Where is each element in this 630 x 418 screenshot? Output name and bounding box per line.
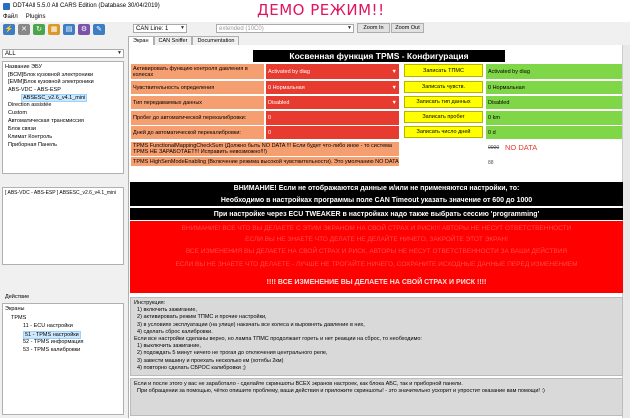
instruction-line: 3) завести машину и проехать несколько км (хотябы 2км) bbox=[134, 357, 284, 364]
instruction-line: 2) подождать 5 минут ничего не трогая до отключения центрального реле, bbox=[134, 350, 328, 357]
ecu-path[interactable]: [ ABS-VDC - ABS-ESP ] ABSESC_v2.6_v4.1_mini bbox=[5, 190, 117, 196]
high-sens-value: 88 bbox=[488, 159, 494, 166]
write-sensitivity-button[interactable]: Записать чувств. bbox=[404, 81, 483, 93]
red-warning-line: ВСЕ ИЗМЕНЕНИЯ ВЫ ДЕЛАЕТЕ НА СВОЙ СТРАХ И РИСК, АВТОРЫ НЕ НЕСУТ ОТВЕТСТВЕННОСТИ ЗА ВАШИ ДЕЙСТВИЯ bbox=[185, 248, 568, 255]
tree-item[interactable]: Direction assistée bbox=[8, 102, 52, 108]
chevron-down-icon: ▼ bbox=[180, 25, 185, 31]
red-warning-block bbox=[130, 221, 623, 293]
instruction-line: 1) включить зажигание, bbox=[134, 307, 197, 314]
ecu-filter-select[interactable] bbox=[2, 49, 124, 58]
help-footer-box bbox=[130, 378, 623, 416]
ecu-tree-panel bbox=[2, 61, 124, 174]
chevron-down-icon: ▼ bbox=[347, 25, 352, 31]
red-warning-line: ЕСЛИ ВЫ НЕ ЗНАЕТЕ ЧТО ДЕЛАТЕ НЕ ДЕЛАЙТЕ НИЧЕГО, ЗАКРОЙТЕ ЭТОТ ЭКРАН! bbox=[245, 236, 508, 243]
screen-item[interactable]: 52 - TPMS информация bbox=[23, 339, 84, 345]
menu-file[interactable]: Файл bbox=[3, 14, 18, 20]
settings-icon[interactable]: ⚙ bbox=[78, 24, 90, 35]
chevron-down-icon: ▼ bbox=[391, 99, 397, 106]
disconnect-icon[interactable]: ✕ bbox=[18, 24, 30, 35]
status-value: Disabled bbox=[486, 96, 622, 109]
screen-item-selected[interactable]: 51 - TPMS настройки bbox=[25, 332, 79, 338]
can-line-value: CAN Line: 1 bbox=[136, 25, 169, 32]
instruction-line: 4) сделать сброс калибровки. bbox=[134, 328, 213, 335]
status-value: 0 km bbox=[486, 111, 622, 125]
demo-mode-label: ДЕМО РЕЖИМ!! bbox=[257, 1, 385, 19]
chevron-down-icon: ▼ bbox=[391, 68, 397, 75]
actions-label: Действие bbox=[5, 294, 30, 300]
chevron-down-icon: ▼ bbox=[117, 50, 122, 56]
screen-folder[interactable]: TPMS bbox=[11, 315, 27, 321]
write-days-button[interactable]: Записать число дней bbox=[404, 126, 483, 138]
main-tabs bbox=[128, 36, 239, 45]
tree-item-selected[interactable]: ABSESC_v2.6_v4.1_mini bbox=[23, 95, 86, 101]
tools-icon[interactable]: ✎ bbox=[93, 24, 105, 35]
screen-title: Косвенная функция TPMS - Конфигурация bbox=[253, 50, 505, 62]
tab-screen[interactable]: Экран bbox=[128, 36, 154, 45]
footer-line: При обращении за помощью, чётко опишите проблему, ваши действия и приложите скриншоты! - это значительно ускорит и упростит оказание вам помощи! :) bbox=[134, 388, 545, 395]
vertical-scrollbar[interactable] bbox=[622, 45, 630, 418]
app-icon bbox=[3, 3, 10, 10]
instruction-line: 1) выключить зажигание, bbox=[134, 343, 201, 350]
select-value: Activated by diag bbox=[268, 68, 310, 75]
filter-value: ALL bbox=[5, 50, 16, 57]
refresh-icon[interactable]: ↻ bbox=[33, 24, 45, 35]
instruction-line: Инструкция: bbox=[134, 300, 166, 306]
can-line-select[interactable] bbox=[133, 24, 187, 33]
connect-icon[interactable]: ⚡ bbox=[3, 24, 15, 35]
instruction-line: 2) активировать режим ТПМС и прочие настройки, bbox=[134, 314, 267, 321]
risk-warning: !!!! ВСЕ ИЗМЕНЕНИЕ ВЫ ДЕЛАЕТЕ НА СВОЙ СТРАХ И РИСК !!!! bbox=[266, 279, 487, 286]
tree-item[interactable]: Автоматическая трансмиссия bbox=[8, 118, 84, 124]
screens-label: Экраны bbox=[5, 306, 25, 312]
data-type-select[interactable] bbox=[266, 96, 399, 109]
days-input[interactable]: 0 bbox=[266, 126, 399, 139]
tree-item[interactable]: [BCM]Блок кузовной электроники bbox=[8, 72, 94, 78]
warning-bar: Необходимо в настройках программы поле CAN Timeout указать значение от 600 до 1000 bbox=[130, 194, 623, 206]
status-value: Activated by diag bbox=[486, 64, 622, 79]
tree-item[interactable]: Блок связи bbox=[8, 126, 36, 132]
write-data-type-button[interactable]: Записать тип данных bbox=[404, 96, 483, 108]
session-value: extended (10C0) bbox=[219, 25, 264, 32]
status-value: 0 d bbox=[486, 126, 622, 139]
row-label: Чувствительность определения bbox=[131, 81, 264, 94]
instruction-line: 3) в условиях эксплуатации (на улице) накачать все колеса и выровнять давление в них, bbox=[134, 321, 365, 328]
chevron-down-icon: ▼ bbox=[391, 84, 397, 91]
tab-documentation[interactable]: Documentation bbox=[192, 36, 239, 45]
sensitivity-select[interactable] bbox=[266, 81, 399, 94]
zoom-in-button[interactable]: Zoom In bbox=[357, 23, 390, 33]
warning-bar: ВНИМАНИЕ! Если не отображаются данные и/или не применяются настройки, то: bbox=[130, 182, 623, 194]
red-warning-line: ВНИМАНИЕ! ВСЕ ЧТО ВЫ ДЕЛАЕТЕ С ЭТИМ ЭКРАНОМ НА СВОЙ СТРАХ И РИСК!!! АВТОРЫ НЕ НЕСУТ ОТВЕТСТВЕННОСТИ bbox=[181, 225, 572, 232]
high-sens-info-label: TPMS HighSenModeEnabling (Включение режима высокой чувствительности). Это умолчанию NO DATA bbox=[133, 158, 399, 165]
warning-bar: При настройке через ECU TWEAKER в настройках надо также выбрать сессию 'programming' bbox=[130, 208, 623, 220]
row-label: Активировать функцию контроля давления в колесах bbox=[131, 64, 264, 79]
tree-header: Название ЭБУ bbox=[5, 64, 43, 70]
red-warning-line: ЕСЛИ ВЫ НЕ ЗНАЕТЕ ЧТО ДЕЛАЕТЕ - ЛУЧШЕ НЕ ТРОГАЙТЕ НИЧЕГО, СОХРАНИТЕ ИСХОДНЫЕ ДАННЫЕ ПЕРЕД ИЗМЕНЕНИЕМ bbox=[175, 261, 578, 268]
mileage-input[interactable]: 0 bbox=[266, 111, 399, 125]
checksum-raw: 0000 bbox=[488, 144, 500, 151]
tree-item[interactable]: [EMM]Блок кузовной электроники bbox=[8, 79, 94, 85]
tab-can-sniffer[interactable]: CAN Sniffer bbox=[154, 36, 193, 45]
write-mileage-button[interactable]: Записать пробег bbox=[404, 111, 483, 123]
ecu-list-panel bbox=[2, 187, 124, 265]
zoom-out-button[interactable]: Zoom Out bbox=[391, 23, 424, 33]
instructions-box bbox=[130, 297, 623, 376]
tree-item[interactable]: Климат Контроль bbox=[8, 134, 53, 140]
screens-panel bbox=[2, 303, 124, 415]
select-value: Disabled bbox=[268, 99, 290, 106]
tree-item[interactable]: Приборная Панель bbox=[8, 142, 57, 148]
select-value: 0 Нормальная bbox=[268, 84, 305, 91]
session-select[interactable] bbox=[216, 24, 354, 33]
write-tpms-button[interactable]: Записать ТПМС bbox=[404, 64, 483, 77]
tree-item[interactable]: Custom bbox=[8, 110, 27, 116]
menu-plugins[interactable]: Plugins bbox=[25, 14, 46, 20]
tree-item[interactable]: ABS-VDC - ABS-ESP bbox=[8, 87, 61, 93]
row-label: Тип передаваемых данных bbox=[131, 96, 264, 109]
status-value: 0 Нормальная bbox=[486, 81, 622, 94]
instruction-line: Если все настройки сделаны верно, но лампа ТПМС продолжает гореть и нет реакции на сброс, то необходимо: bbox=[134, 336, 422, 343]
screen-item[interactable]: 53 - TPMS калибровки bbox=[23, 347, 81, 353]
checksum-value: NO DATA bbox=[505, 142, 538, 152]
checksum-info-label: TPMS FunctionalMappingCheckSum (Должно быть NO DATA !!! Если будет что-либо иное - то система TPMS НЕ ЗАРАБОТАЕТ!!! Исправить невозможно!!!) bbox=[131, 142, 399, 156]
window-title: DDT4All 5.5.0 All CARS Edition (Database 30/04/2019) bbox=[13, 3, 160, 9]
screen-item[interactable]: 11 - ECU настройки bbox=[23, 323, 73, 329]
instruction-line: 4) повторно сделать СБРОС калибровки ;) bbox=[134, 364, 246, 371]
footer-line: Если и после этого у вас не заработало - сделайте скриншоты ВСЕХ экранов настроек, как блока АБС, так и приборной панели. bbox=[134, 381, 463, 387]
row-label: Пробег до автоматической перекалибровки: bbox=[131, 111, 264, 125]
tpms-mode-select[interactable] bbox=[266, 64, 399, 79]
database-icon[interactable]: ▤ bbox=[63, 24, 75, 35]
scan-icon[interactable]: ▦ bbox=[48, 24, 60, 35]
row-label: Дней до автоматической перекалибровки: bbox=[131, 126, 264, 139]
